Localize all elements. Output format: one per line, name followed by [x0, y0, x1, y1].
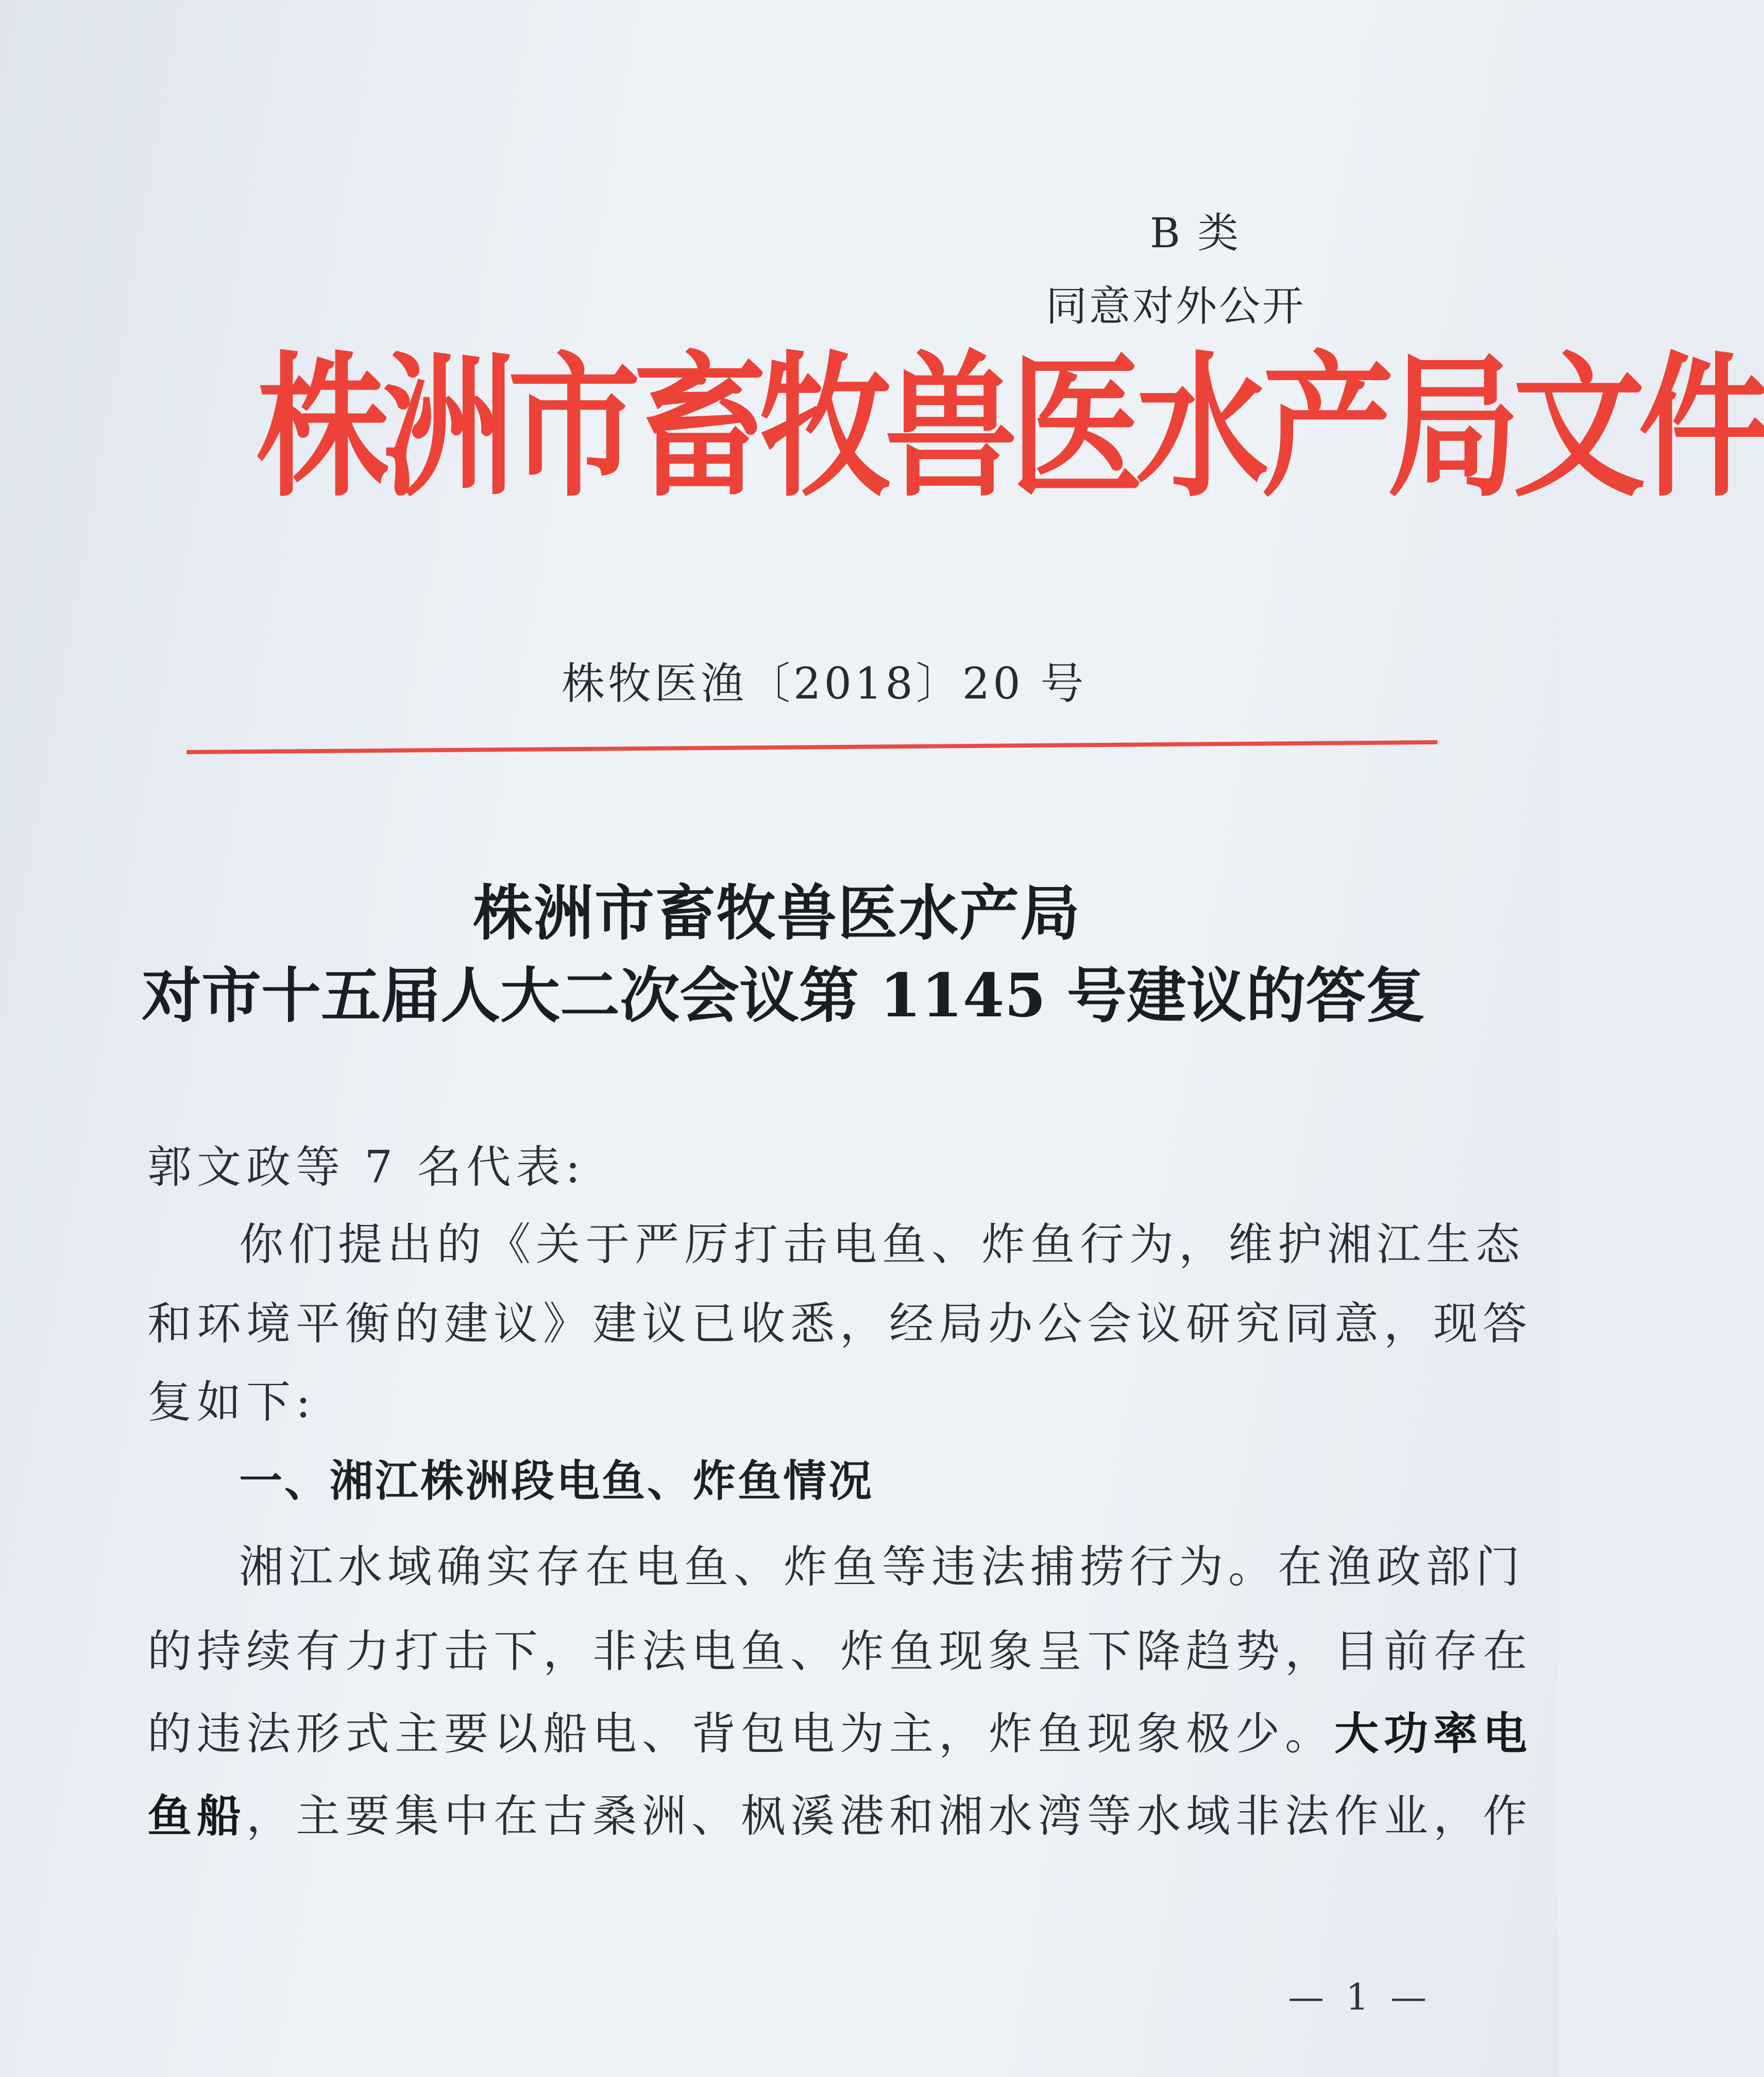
salutation: 郭文政等 7 名代表: [147, 1142, 586, 1193]
red-divider-line [186, 740, 1437, 754]
emphasis-boat: 鱼船 [147, 1790, 246, 1842]
paragraph-1-line-2: 和环境平衡的建议》建议已收悉，经局办公会议研究同意，现答 [147, 1298, 1532, 1350]
paragraph-2-line-3 [147, 1698, 1532, 1762]
paragraph-2-line-3-text: 的违法形式主要以船电、背包电为主，炸鱼现象极少。 [147, 1708, 1334, 1760]
document-title-line-2: 对市十五届人大二次会议第 1145 号建议的答复 [142, 961, 1426, 1031]
section-1-heading: 一、湘江株洲段电鱼、炸鱼情况 [239, 1456, 874, 1506]
emphasis-high-power-boat: 大功率电 [1334, 1708, 1532, 1760]
paragraph-2-line-2: 的持续有力打击下，非法电鱼、炸鱼现象呈下降趋势，目前存在 [147, 1626, 1532, 1677]
paragraph-2-line-4 [147, 1780, 1532, 1844]
paragraph-2-line-1: 湘江水域确实存在电鱼、炸鱼等违法捕捞行为。在渔政部门 [239, 1541, 1525, 1593]
classification-label: B 类 [1150, 209, 1241, 257]
document-title-line-1: 株洲市畜牧兽医水产局 [473, 878, 1081, 948]
paragraph-1-line-3: 复如下: [147, 1376, 316, 1428]
page-number: — 1 — [1288, 1976, 1432, 2018]
paragraph-1-line-1: 你们提出的《关于严厉打击电鱼、炸鱼行为，维护湘江生态 [239, 1219, 1525, 1270]
issuer-header: 株洲市畜牧兽医水产局文件 [257, 336, 1764, 518]
document-number: 株牧医渔〔2018〕20 号 [562, 658, 1087, 709]
publicity-label: 同意对外公开 [1046, 282, 1305, 330]
paragraph-2-line-4-text: ，主要集中在古桑洲、枫溪港和湘水湾等水域非法作业，作 [246, 1791, 1532, 1842]
